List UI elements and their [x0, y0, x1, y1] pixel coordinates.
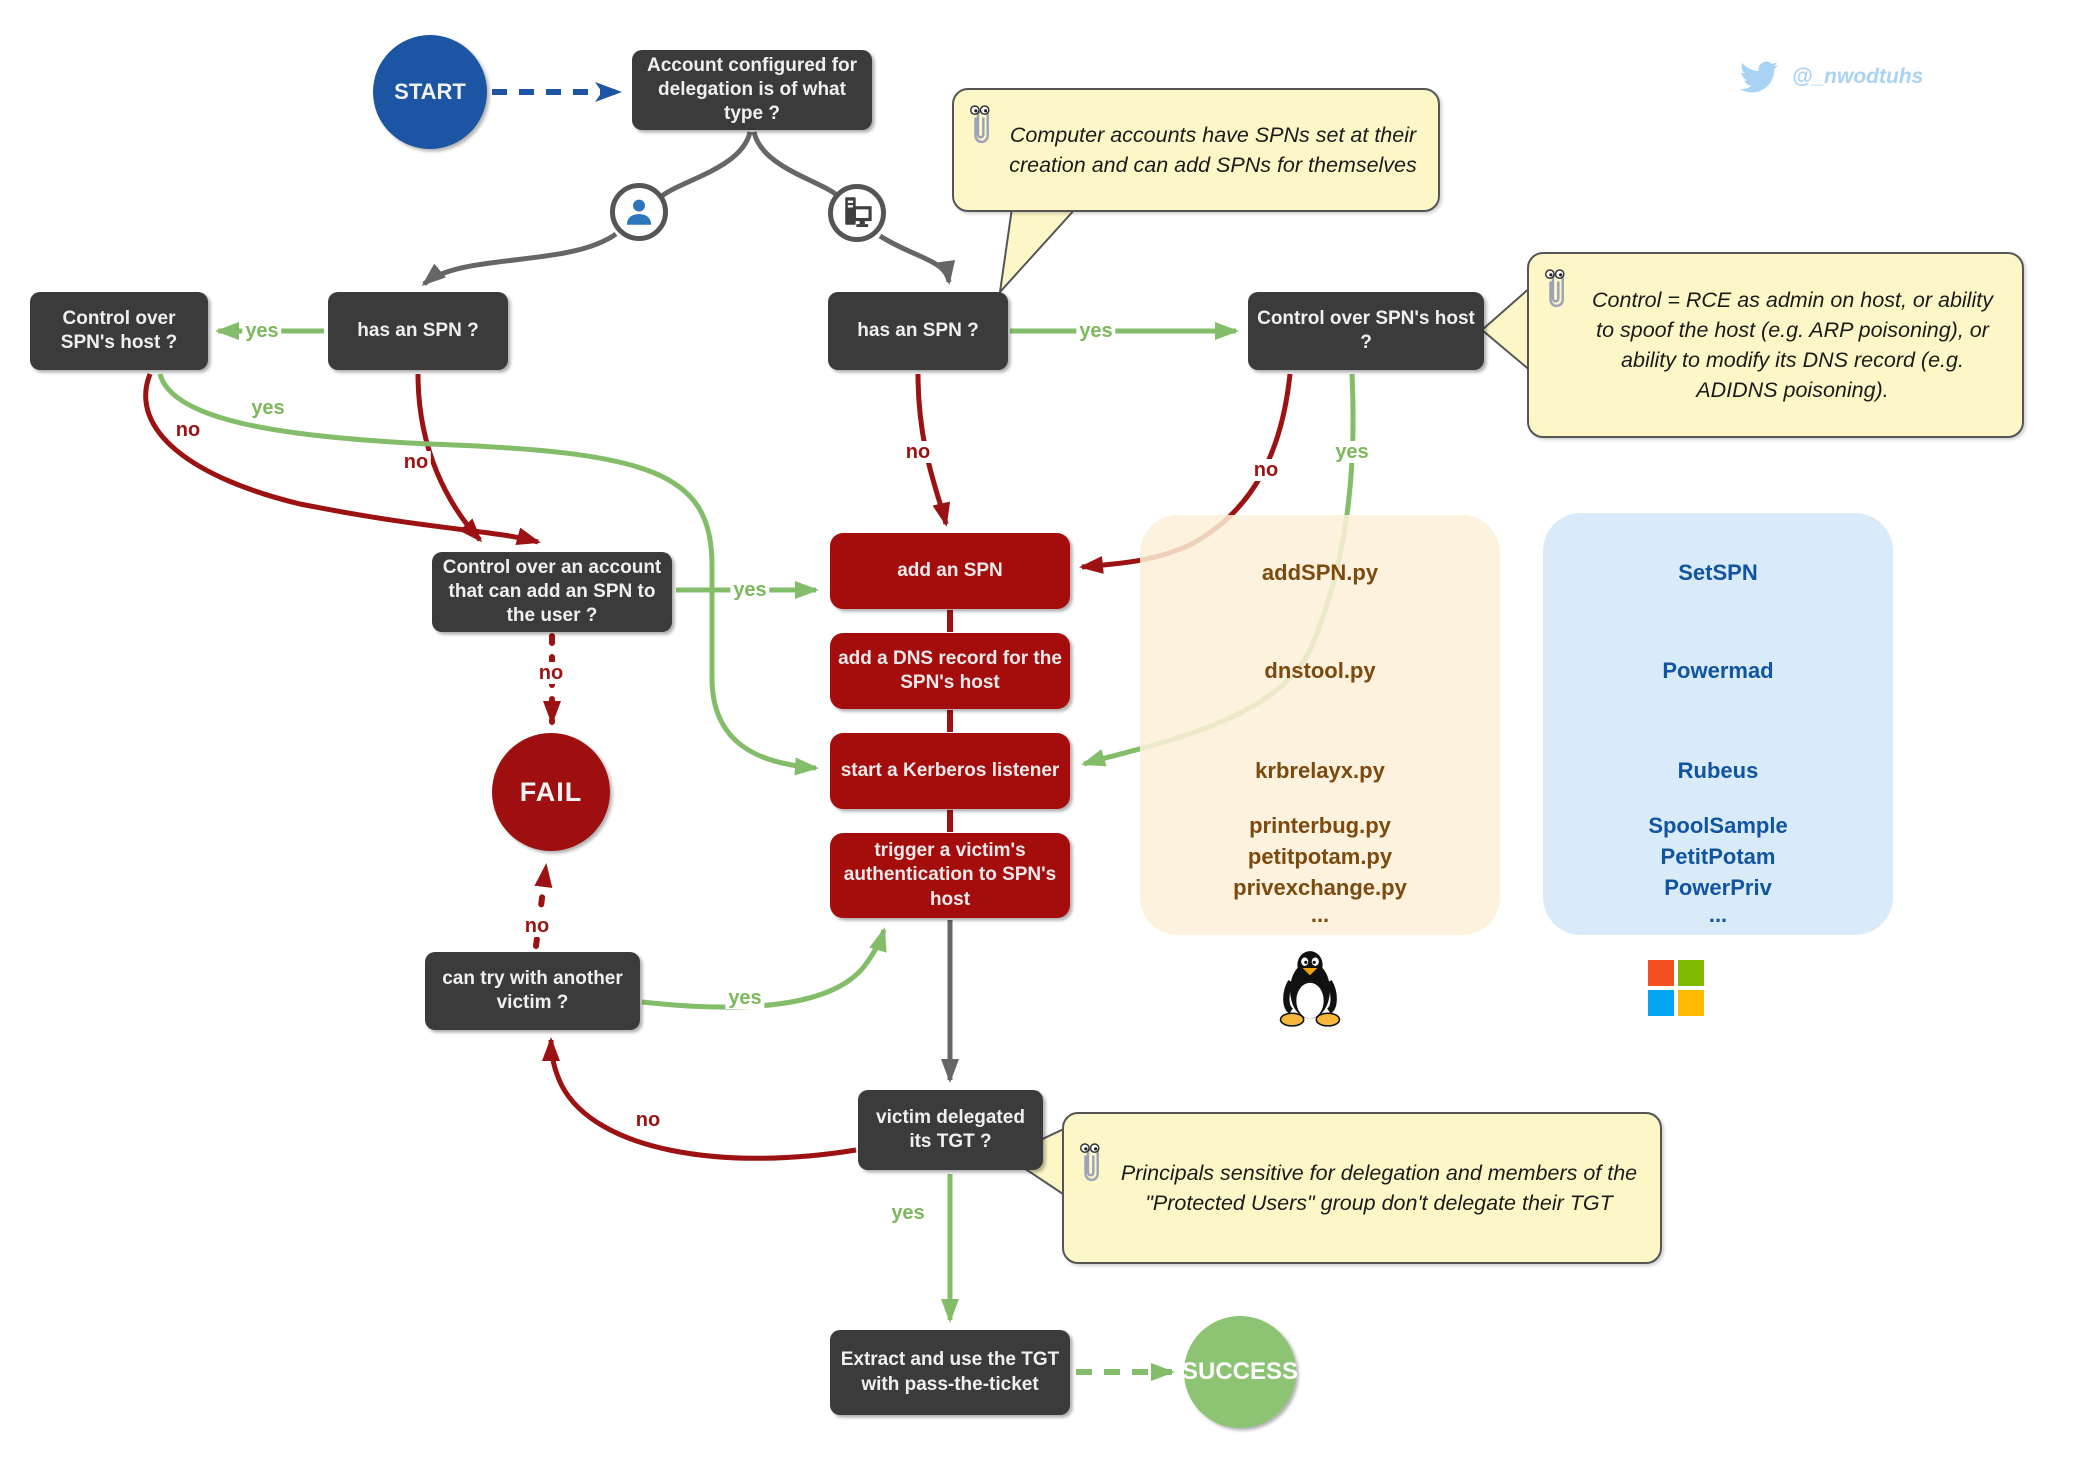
- tool-krbrelayx-py: krbrelayx.py: [1255, 758, 1385, 783]
- note-computer-spns-text: Computer accounts have SPNs set at their creation and can add SPNs for themselves: [1009, 122, 1417, 177]
- extract-tgt-node: [830, 1330, 1070, 1415]
- note-control-definition: [1527, 252, 2024, 438]
- kerberos-listener-node: [830, 733, 1070, 809]
- can-try-another-victim-node: [425, 952, 640, 1030]
- success-label: SUCCESS: [1181, 1358, 1299, 1385]
- computer-account-icon: [828, 184, 886, 242]
- linux-tux-icon: [1278, 948, 1342, 1033]
- has-spn-computer-label: has an SPN ?: [857, 319, 979, 341]
- computer-icon: [840, 196, 874, 230]
- tool-privexchange-py: privexchange.py: [1233, 875, 1407, 900]
- fail-label: FAIL: [519, 776, 583, 807]
- has-spn-user-label: has an SPN ?: [357, 319, 479, 341]
- tool-petitpotam: PetitPotam: [1660, 844, 1776, 869]
- trigger-auth-label: trigger a victim's authentication to SPN's host: [843, 840, 1057, 910]
- can-try-another-victim-label: can try with another victim ?: [442, 967, 623, 1013]
- edge-label-no: no: [903, 441, 933, 463]
- clippy-icon: [1076, 1142, 1106, 1194]
- person-icon: [622, 195, 656, 229]
- tool-dnstool-py: dnstool.py: [1264, 658, 1376, 683]
- tool-setspn: SetSPN: [1678, 560, 1758, 585]
- edge-label-no: no: [522, 915, 552, 937]
- start-node: [373, 35, 487, 149]
- tool-powerpriv: PowerPriv: [1664, 875, 1772, 900]
- edge-label-yes: yes: [888, 1202, 927, 1224]
- add-spn-node: [830, 533, 1070, 609]
- control-spn-host-left-node: [30, 292, 208, 370]
- edge-label-yes: yes: [725, 987, 764, 1009]
- edge-label-no: no: [173, 419, 203, 441]
- add-spn-label: add an SPN: [897, 559, 1003, 581]
- account-type-node: [632, 50, 872, 130]
- tool-windows-more: ...: [1708, 902, 1728, 927]
- account-type-label: Account configured for delegation is of what type ?: [646, 54, 858, 125]
- edge-label-yes: yes: [248, 397, 287, 419]
- success-node: [1181, 1316, 1299, 1428]
- tool-powermad: Powermad: [1662, 658, 1774, 683]
- add-dns-record-label: add a DNS record for the SPN's host: [838, 647, 1062, 693]
- kerberos-listener-label: start a Kerberos listener: [840, 759, 1060, 781]
- control-account-node: [432, 552, 672, 632]
- note-computer-spns: [952, 88, 1440, 212]
- edge-label-yes: yes: [1332, 441, 1371, 463]
- clippy-icon: [966, 104, 996, 156]
- tool-printerbug-py: printerbug.py: [1249, 813, 1391, 838]
- edge-label-no: no: [401, 451, 431, 473]
- clippy-icon: [1541, 268, 1571, 320]
- control-spn-host-left-label: Control over SPN's host ?: [60, 307, 178, 353]
- extract-tgt-label: Extract and use the TGT with pass-the-ticket: [840, 1349, 1060, 1395]
- tool-linux-more: ...: [1310, 902, 1330, 927]
- victim-delegated-tgt-label: victim delegated its TGT ?: [876, 1106, 1025, 1152]
- edge-label-yes: yes: [730, 579, 769, 601]
- trigger-auth-node: [830, 833, 1070, 918]
- fail-node: [492, 733, 610, 851]
- edge-label-yes: yes: [1076, 320, 1115, 342]
- note-protected-users-text: Principals sensitive for delegation and members of the "Protected Users" group don't delegate their TGT: [1120, 1160, 1638, 1215]
- victim-delegated-tgt-node: [858, 1090, 1043, 1170]
- tool-petitpotam-py: petitpotam.py: [1247, 844, 1393, 869]
- tool-spoolsample: SpoolSample: [1648, 813, 1788, 838]
- start-label: START: [394, 79, 466, 104]
- add-dns-record-node: [830, 633, 1070, 709]
- edge-label-yes: yes: [242, 320, 281, 342]
- control-spn-host-right-node: [1248, 292, 1484, 370]
- tool-addspn-py: addSPN.py: [1261, 560, 1379, 585]
- tool-rubeus: Rubeus: [1677, 758, 1759, 783]
- control-spn-host-right-label: Control over SPN's host ?: [1257, 307, 1475, 353]
- edge-label-no: no: [1251, 459, 1281, 481]
- twitter-credit[interactable]: [1740, 58, 1923, 96]
- has-spn-user-node: [328, 292, 508, 370]
- edge-label-no: no: [633, 1109, 663, 1131]
- twitter-bird-icon: [1740, 58, 1778, 96]
- control-account-label: Control over an account that can add an SPN to the user ?: [442, 556, 662, 627]
- edge-label-no: no: [536, 662, 566, 684]
- microsoft-logo-icon: [1648, 960, 1704, 1016]
- user-account-icon: [610, 183, 668, 241]
- has-spn-computer-node: [828, 292, 1008, 370]
- twitter-handle[interactable]: @_nwodtuhs: [1792, 65, 1924, 88]
- note-control-definition-text: Control = RCE as admin on host, or ability to spoof the host (e.g. ARP poisoning), or ability to modify its DNS record (e.g. ADIDNS poisoning).: [1592, 287, 1993, 403]
- note-protected-users: [1062, 1112, 1662, 1264]
